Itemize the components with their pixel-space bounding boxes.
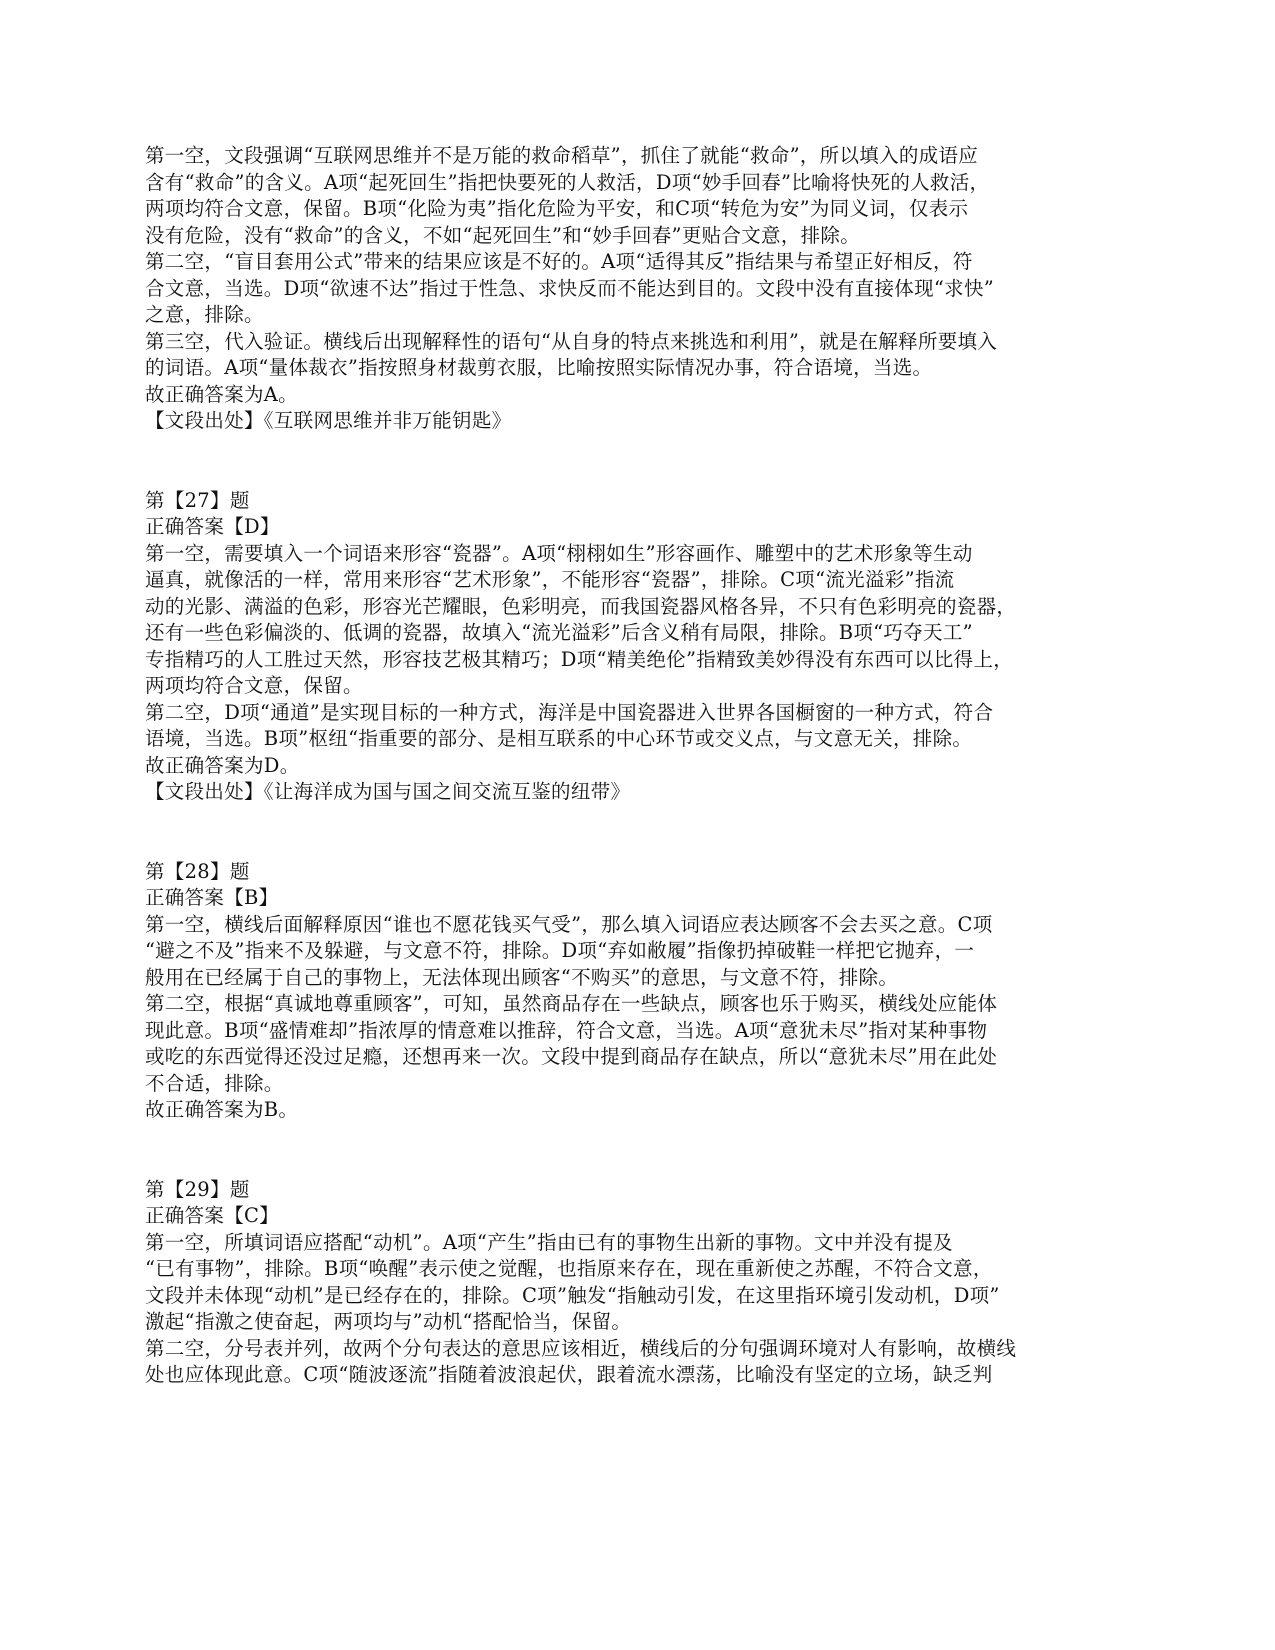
paragraph-line: 合文意，当选。D项“欲速不达”指过于性急、求快反而不能达到目的。文段中没有直接体现“求快” (145, 276, 995, 300)
paragraph-line: 第三空，代入验证。横线后出现解释性的语句“从自身的特点来挑选和利用”，就是在解释所要填入 (145, 329, 998, 353)
question-27 (145, 488, 1105, 806)
paragraph-line: 不合适，排除。 (145, 1071, 284, 1095)
paragraph-line: 第二空，根据“真诚地尊重顾客”，可知，虽然商品存在一些缺点，顾客也乐于购买，横线处应能体 (145, 992, 998, 1015)
section-spacer (145, 806, 1105, 859)
paragraph-line: 动的光影、满溢的色彩，形容光芒耀眼，色彩明亮，而我国瓷器风格各异，不只有色彩明亮的瓷器， (145, 594, 1017, 618)
paragraph-line: 的词语。A项“量体裁衣”指按照身材裁剪衣服，比喻按照实际情况办事，符合语境，当选。 (145, 356, 933, 379)
paragraph-line: 处也应体现此意。C项“随波逐流”指随着波浪起伏，跟着流水漂荡，比喻没有坚定的立场，缺乏判 (145, 1363, 993, 1386)
paragraph-line: 两项均符合文意，保留。B项“化险为夷”指化危险为平安，和C项“转危为安”为同义词，仅表示 (145, 197, 969, 220)
paragraph-line: 专指精巧的人工胜过天然，形容技艺极其精巧；D项“精美绝伦”指精致美妙得没有东西可以比得上， (145, 647, 1014, 671)
paragraph-line: 两项均符合文意，保留。 (145, 674, 363, 697)
question-heading: 第【29】题 (145, 1177, 250, 1201)
section-spacer (145, 435, 1105, 488)
paragraph-line: 现此意。B项“盛情难却”指浓厚的情意难以推辞，符合文意，当选。A项“意犹未尽”指对某种事物 (145, 1018, 988, 1042)
correct-answer: 正确答案【D】 (145, 515, 280, 538)
paragraph-line: 或吃的东西觉得还没过足瘾，还想再来一次。文段中提到商品存在缺点，所以“意犹未尽”用在此处 (145, 1045, 998, 1068)
final-answer-line: 故正确答案为A。 (145, 382, 298, 406)
paragraph-line: 还有一些色彩偏淡的、低调的瓷器，故填入“流光溢彩”后含义稍有局限，排除。B项“巧夺天工” (145, 621, 973, 644)
question-26-explanation-tail (145, 143, 1105, 435)
paragraph-line: 逼真，就像活的一样，常用来形容“艺术形象”，不能形容“瓷器”，排除。C项“流光溢彩”指流 (145, 568, 955, 591)
paragraph-line: 第二空，D项“通道”是实现目标的一种方式，海洋是中国瓷器进入世界各国橱窗的一种方式，符合 (145, 700, 994, 724)
question-28 (145, 859, 1105, 1124)
document-page (145, 143, 1105, 1389)
paragraph-line: 般用在已经属于自己的事物上，无法体现出顾客“不购买”的意思，与文意不符，排除。 (145, 965, 899, 989)
paragraph-line: “避之不及”指来不及躲避，与文意不符，排除。D项“弃如敝履”指像扔掉破鞋一样把它抛弃，一 (145, 939, 975, 962)
correct-answer: 正确答案【B】 (145, 886, 279, 909)
paragraph-line: 含有“救命”的含义。A项“起死回生”指把快要死的人救活，D项“妙手回春”比喻将快死的人救活， (145, 170, 990, 194)
paragraph-line: 第一空，所填词语应搭配“动机”。A项“产生”指由已有的事物生出新的事物。文中并没有提及 (145, 1230, 953, 1254)
source-citation: 【文段出处】《让海洋成为国与国之间交流互鉴的纽带》 (145, 780, 631, 803)
paragraph-line: 激起“指激之使奋起，两项均与”动机“搭配恰当，保留。 (145, 1310, 632, 1333)
paragraph-line: 第二空，“盲目套用公式”带来的结果应该是不好的。A项“适得其反”指结果与希望正好相反，符 (145, 250, 973, 273)
question-heading: 第【28】题 (145, 859, 250, 883)
final-answer-line: 故正确答案为D。 (145, 753, 300, 777)
question-29 (145, 1177, 1105, 1389)
section-spacer (145, 1124, 1105, 1177)
paragraph-line: 之意，排除。 (145, 303, 264, 326)
correct-answer: 正确答案【C】 (145, 1204, 280, 1227)
paragraph-line: 第一空，横线后面解释原因“谁也不愿花钱买气受”，那么填入词语应表达顾客不会去买之意。C项 (145, 912, 993, 936)
paragraph-line: 语境，当选。B项”枢纽“指重要的部分、是相互联系的中心环节或交义点，与文意无关，排除。 (145, 727, 973, 750)
paragraph-line: 文段并未体现“动机”是已经存在的，排除。C项”触发“指触动引发，在这里指环境引发动机，D项” (145, 1283, 1000, 1307)
paragraph-line: 第二空，分号表并列，故两个分句表达的意思应该相近，横线后的分句强调环境对人有影响，故横线 (145, 1336, 1017, 1360)
paragraph-line: 没有危险，没有“救命”的含义，不如“起死回生”和“妙手回春”更贴合文意，排除。 (145, 223, 861, 247)
paragraph-line: 第一空，需要填入一个词语来形容“瓷器”。A项“栩栩如生”形容画作、雕塑中的艺术形象等生动 (145, 541, 973, 565)
paragraph-line: 第一空，文段强调“互联网思维并不是万能的救命稻草”，抓住了就能“救命”，所以填入的成语应 (145, 144, 979, 167)
paragraph-line: “已有事物”，排除。B项“唤醒”表示使之觉醒，也指原来存在，现在重新使之苏醒，不符合文意， (145, 1257, 993, 1280)
question-heading: 第【27】题 (145, 488, 250, 512)
source-citation: 【文段出处】《互联网思维并非万能钥匙》 (145, 409, 512, 432)
final-answer-line: 故正确答案为B。 (145, 1098, 299, 1121)
